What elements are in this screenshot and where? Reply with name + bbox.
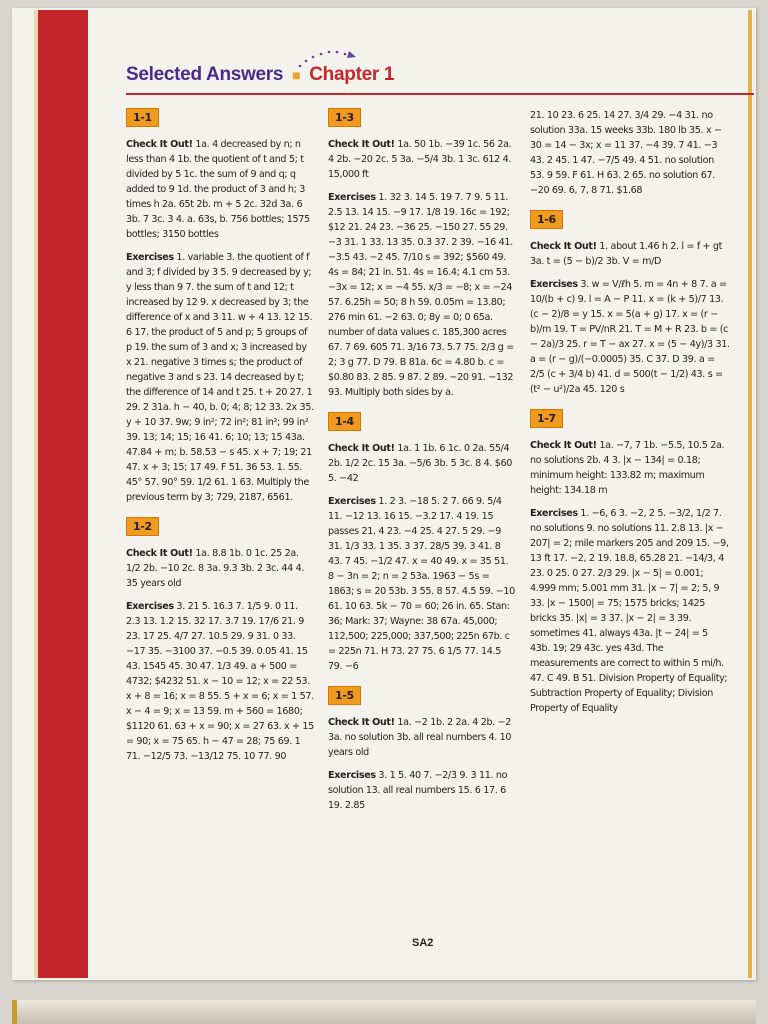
answer-text: 3. 21 5. 16.3 7. 1/5 9. 0 11. 2.3 13. 1.2 15. 32 17. 3.7 19. 17/6 21. 9 23. 17 25. 4/7 27. 10.5 29. 9 31. 0 33. −17 35. −3100 37. −0.5 39. 0.05 41. 15 43. 1545 45. 30 47. 1/3 49. a + 500 = 4732; $4232 51. x − 10 = 12; x = 22 53. x + 8 = 16; x = 8 55. 5 + x = 6; x = 1 57. x − 4 = 9; x = 13 59. m + 560 = 1680; $1120 61. 63 + x = 90; x = 27 63. x + 15 = 90; x = 75 65. h − 47 = 28; 75 69. 1 71. −12/5 73. −13/12 75. 10 77. 90 <box>126 601 314 762</box>
lesson-badge: 1-5 <box>328 686 361 705</box>
answer-paragraph <box>126 250 314 505</box>
answer-paragraph <box>530 506 730 716</box>
page-title <box>126 64 394 86</box>
answer-paragraph <box>328 190 516 400</box>
section-lead: Exercises <box>328 496 376 507</box>
section-lead: Exercises <box>328 192 376 203</box>
answers-column-2 <box>328 104 516 821</box>
answer-paragraph <box>530 108 730 198</box>
answer-text: 1. 32 3. 14 5. 19 7. 7 9. 5 11. 2.5 13. 14 15. −9 17. 1/8 19. 16c = 192; $12 21. 24 23. −36 25. −150 27. 55 29. −3 31. 1 33. 13 35. 0.3 37. 2 39. −16 41. −3.5 43. −2 45. 7/10 s = 392; $560 49. 4s = 84; 21 in. 51. 4s = 16.4; 4.1 cm 53. −3x = 12; x = −4 55. x/3 = −8; x = −24 57. 6.25h = 50; 8 h 59. 0.05m = 13.80; 276 min 61. −2 63. 0; 8y = 0; 0 65a. number of data values c. 185,300 acres 67. 7 69. 605 71. 3/16 73. 5.7 75. 2/3 g = 2; 3 g 77. D 79. B 81a. 6c = 4.80 b. c = $0.80 83. 2 85. 9 87. 2 89. −20 91. −132 93. Multiply both sides by a. <box>328 192 514 398</box>
answer-text: 1a. 4 decreased by n; n less than 4 1b. the quotient of t and 5; t divided by 5 1c. the sum of 9 and q; q added to 9 1d. the product of 3 and h; 3 times h 2a. 65t 2b. m + 5 2c. 32d 3a. 6 3b. 7 3c. 3 4. a. 63s, b. 756 bottles; 1575 bottles; 3150 bottles <box>126 139 310 240</box>
answer-paragraph <box>126 546 314 591</box>
answer-paragraph <box>530 239 730 269</box>
answer-paragraph <box>530 438 730 498</box>
next-page-edge <box>12 1000 756 1024</box>
answer-paragraph <box>328 768 516 813</box>
answer-text: 1a. 8.8 1b. 0 1c. 25 2a. 1/2 2b. −10 2c. 8 3a. 9.3 3b. 2 3c. 44 4. 35 years old <box>126 548 305 589</box>
answer-paragraph <box>126 599 314 764</box>
section-lead: Exercises <box>126 252 174 263</box>
section-lead: Check It Out! <box>126 139 193 150</box>
section-lead: Check It Out! <box>328 443 395 454</box>
section-lead: Exercises <box>530 279 578 290</box>
answer-paragraph <box>328 441 516 486</box>
answer-paragraph <box>328 715 516 760</box>
title-selected-answers: Selected Answers <box>126 64 284 85</box>
answer-text: 3. 1 5. 40 7. −2/3 9. 3 11. no solution 13. all real numbers 15. 6 17. 6 19. 2.85 <box>328 770 508 811</box>
section-lead: Check It Out! <box>530 440 597 451</box>
title-separator: ■ <box>292 67 301 83</box>
red-spine-band <box>38 10 88 978</box>
lesson-badge: 1-2 <box>126 517 159 536</box>
page-number: SA2 <box>412 937 434 949</box>
title-rule <box>126 93 754 95</box>
lesson-badge: 1-3 <box>328 108 361 127</box>
answer-paragraph <box>328 494 516 674</box>
answer-paragraph <box>328 137 516 182</box>
section-lead: Exercises <box>530 508 578 519</box>
answers-column-1 <box>126 104 314 772</box>
lesson-badge: 1-4 <box>328 412 361 431</box>
answer-text: 3. w = V/ℓh 5. m = 4n + 8 7. a = 10/(b + c) 9. l = A − P 11. x = (k + 5)/7 13. (c − 2)/8 = y 15. x = 5(a + g) 17. x = (r − b)/m 19. T = PV/nR 21. T = M + R 23. b = (c − 2a)/3 25. r = T − ax 27. x = (5 − 4y)/3 31. a = (r − g)/(−0.0005) 35. C 37. D 39. a = 2/5 (c + 3/4 b) 41. d = 500(t − 1/2) 43. s = (t² − u²)/2a 45. 120 s <box>530 279 730 395</box>
answer-paragraph <box>530 277 730 397</box>
section-lead: Check It Out! <box>530 241 597 252</box>
answer-text: 1a. 50 1b. −39 1c. 56 2a. 4 2b. −20 2c. 5 3a. −5/4 3b. 1 3c. 612 4. 15,000 ft <box>328 139 512 180</box>
answer-text: 1. about 1.46 h 2. l = f + gt 3a. t = (5 − b)/2 3b. V = m/D <box>530 241 723 267</box>
lesson-badge: 1-7 <box>530 409 563 428</box>
section-lead: Check It Out! <box>126 548 193 559</box>
answer-text: 1. 2 3. −18 5. 2 7. 66 9. 5/4 11. −12 13. 16 15. −3.2 17. 4 19. 15 passes 21. 4 23. −4 25. 4 27. 5 29. −9 31. 1/3 33. 1 35. 3 37. 28/5 39. 3 41. 8 43. 7 45. −1/2 47. x = 40 49. x = 35 51. 8 − 3n = 2; n = 2 53a. 1963 − 5s = 1863; s = 20 53b. 3 55. 8 57. 4.5 59. −10 61. 10 63. 5k − 70 = 60; 26 in. 65. Stan: 36; Mark: 37; Wayne: 38 67a. 45,000; 112,500; 225,000; 337,500; 225n 67b. c = 225n 71. H 73. 27 75. 6 1/5 77. 14.5 79. −6 <box>328 496 515 672</box>
answer-text: 1. −6, 6 3. −2, 2 5. −3/2, 1/2 7. no solutions 9. no solutions 11. 2.8 13. |x − 207| = 2; mile markers 205 and 209 15. −9, 13 ft 17. −2, 2 19. 18.8, 65.28 21. −14/3, 4 23. 0 25. 0 27. 2/3 29. |x − 5| = 0.001; 4.999 mm; 5.001 mm 31. |x − 7| = 2; 5, 9 33. |x − 1500| = 75; 1575 bricks; 1425 bricks 35. |x| = 3 37. |x − 2| = 3 39. sometimes 41. always 43a. |t − 24| = 5 43b. 19; 29 43c. yes 43d. The measurements are correct to within 5 mi/h. 47. C 49. B 51. Division Property of Equality; Subtraction Property of Equality; Division Property of Equality <box>530 508 729 714</box>
section-lead: Check It Out! <box>328 717 395 728</box>
answer-text: 1a. −2 1b. 2 2a. 4 2b. −2 3a. no solution 3b. all real numbers 4. 10 years old <box>328 717 512 758</box>
lesson-badge: 1-6 <box>530 210 563 229</box>
section-lead: Exercises <box>328 770 376 781</box>
lesson-badge: 1-1 <box>126 108 159 127</box>
title-chapter: Chapter 1 <box>309 64 395 85</box>
page-right-edge <box>748 10 752 978</box>
answer-text: 1a. 1 1b. 6 1c. 0 2a. 55/4 2b. 1/2 2c. 15 3a. −5/6 3b. 5 3c. 8 4. $60 5. −42 <box>328 443 513 484</box>
answer-text: 21. 10 23. 6 25. 14 27. 3/4 29. −4 31. no solution 33a. 15 weeks 33b. 180 lb 35. x − 30 = 14 − 3x; x = 11 37. −4 39. 7 41. −3 43. 2 45. 1 47. −7/5 49. 4 51. no solution 53. 9 59. F 61. H 63. 2 65. no solution 67. −20 69. 6, 7, 8 71. $1.68 <box>530 110 722 196</box>
section-lead: Check It Out! <box>328 139 395 150</box>
answers-column-3 <box>530 108 730 724</box>
answer-paragraph <box>126 137 314 242</box>
section-lead: Exercises <box>126 601 174 612</box>
answer-text: 1a. −7, 7 1b. −5.5, 10.5 2a. no solutions 2b. 4 3. |x − 134| = 0.18; minimum height: 133.82 m; maximum height: 134.18 m <box>530 440 725 496</box>
answer-text: 1. variable 3. the quotient of f and 3; f divided by 3 5. 9 decreased by y; y less than 9 7. the sum of t and 12; t increased by 12 9. x decreased by 3; the difference of x and 3 11. w + 4 13. 12 15. 6 17. the product of 5 and p; 5 groups of p 19. the sum of 3 and x; 3 increased by x 21. negative 3 times s; the product of negative 3 and s 23. 14 decreased by t; the difference of 14 and t 25. t + 20 27. 1 29. 2 31a. h − 40, b. 0; 4; 8; 12 33. 2x 35. y + 10 37. 9w; 9 in²; 72 in²; 81 in²; 99 in² 39. 13; 14; 15; 16 41. 6; 10; 13; 15 43a. 47.84 + m; b. 58.53 − s 45. x + 7; 19; 21 47. x + 3; 15; 17 49. F 51. 36 53. 1. 55. 45° 57. 90° 59. 1/2 61. 1 63. Multiply the previous term by 3; 729, 2187, 6561. <box>126 252 314 503</box>
